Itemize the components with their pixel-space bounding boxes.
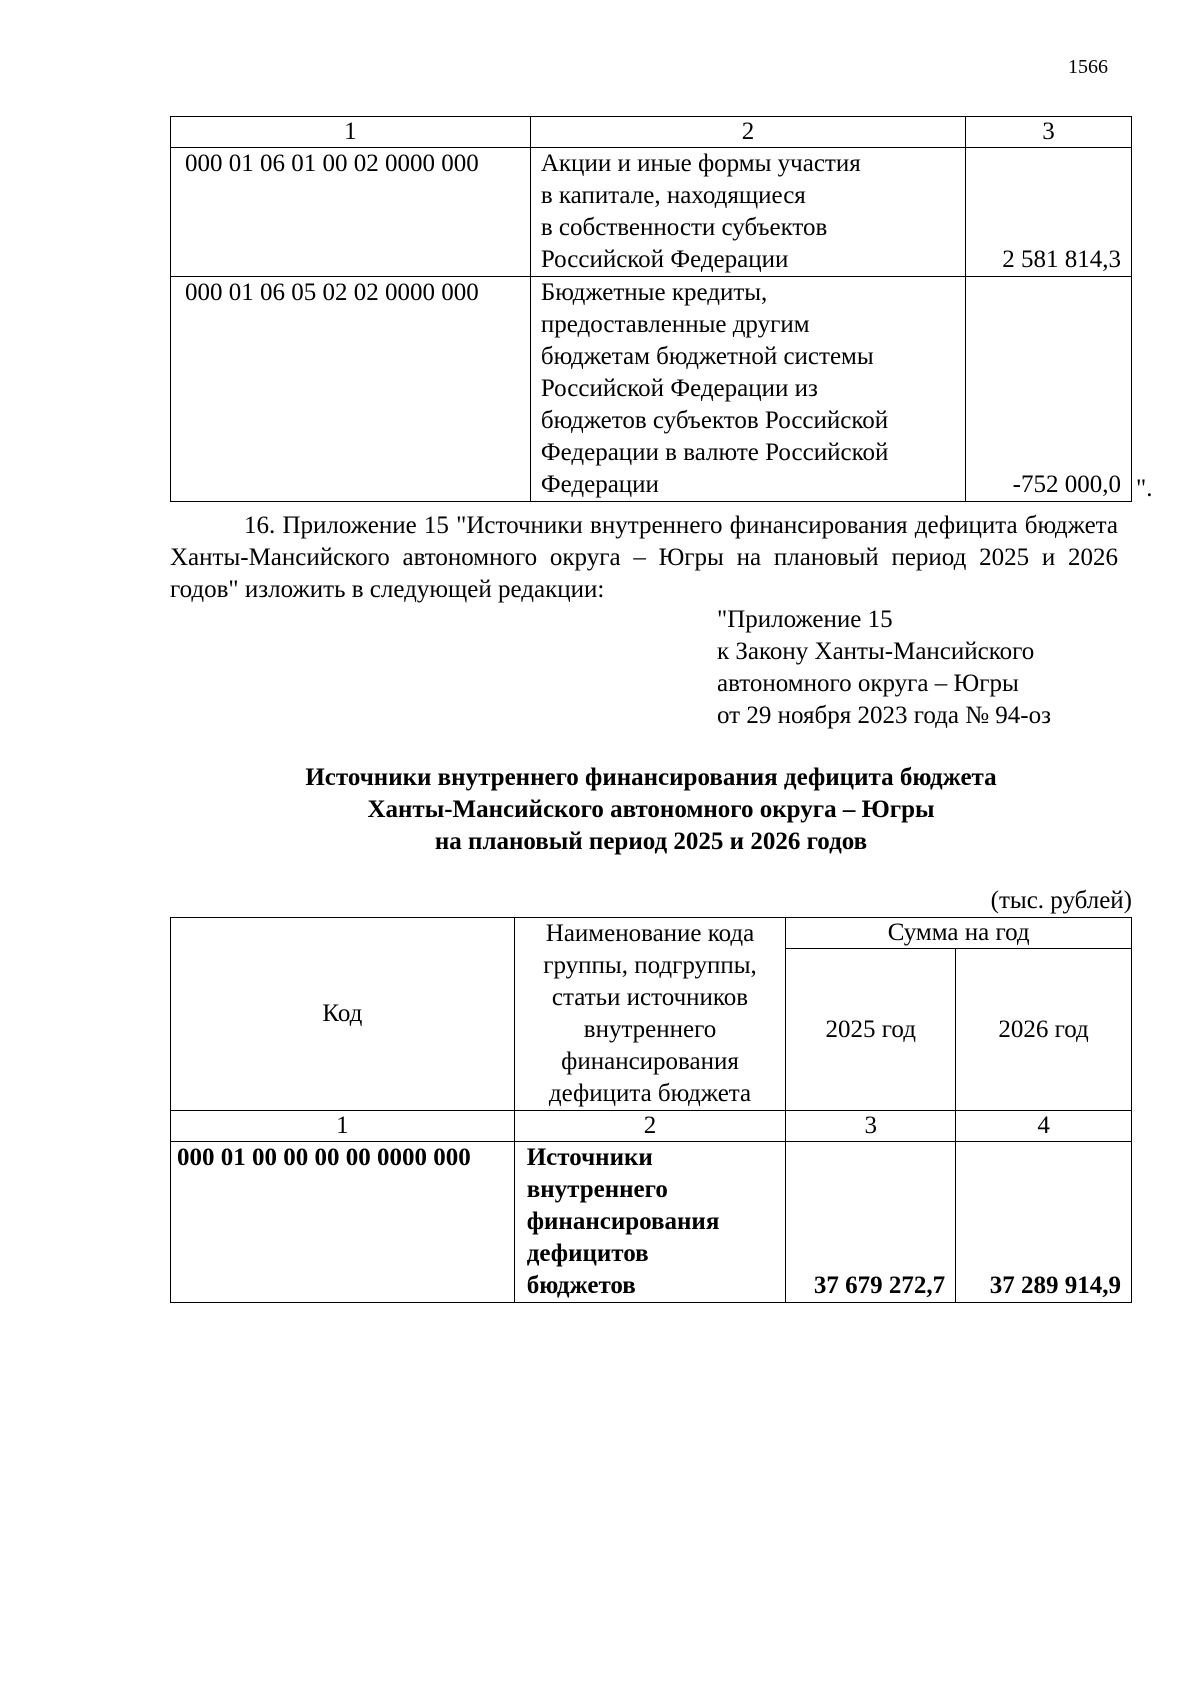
name-cell: [530, 148, 965, 277]
header-name-line: группы, подгруппы,: [543, 952, 757, 979]
column-number: 2: [530, 117, 965, 148]
header-name-line: дефицита бюджета: [548, 1080, 752, 1107]
appendix-line: "Приложение 15: [717, 606, 893, 633]
unit-label: (тыс. рублей): [990, 887, 1132, 914]
code-cell: 000 01 06 01 00 02 0000 000: [171, 148, 531, 277]
column-number: 1: [171, 117, 531, 148]
paragraph-text: 16. Приложение 15 "Источники внутреннего финансирования дефицита бюджета Ханты-Мансийского автономного округа – Югры на плановый период 2025 и 2026 годов" изложить в следующей редакции:: [170, 512, 1118, 603]
column-number-row: [171, 1111, 1132, 1142]
code-cell: 000 01 06 05 02 02 0000 000: [171, 277, 531, 502]
amount-cell: -752 000,0: [966, 277, 1132, 502]
column-number: 4: [956, 1111, 1132, 1142]
code-cell: 000 01 00 00 00 00 0000 000: [171, 1142, 515, 1303]
amendment-paragraph: [170, 510, 1118, 606]
column-number: 3: [966, 117, 1132, 148]
name-line: предоставленные другим: [540, 311, 810, 338]
name-line: бюджетов: [526, 1272, 636, 1299]
header-year-2025: 2025 год: [786, 949, 956, 1111]
name-line: дефицитов: [526, 1240, 649, 1267]
amount-cell: 2 581 814,3: [966, 148, 1132, 277]
table-row: [171, 277, 1132, 502]
header-row: [171, 918, 1132, 949]
table-row: [171, 148, 1132, 277]
name-line: Российской Федерации из: [540, 375, 818, 402]
name-cell: [530, 277, 965, 502]
appendix-line: от 29 ноября 2023 года № 94-оз: [717, 702, 1051, 729]
name-line: бюджетам бюджетной системы: [540, 343, 874, 370]
name-line: внутреннего: [526, 1176, 668, 1203]
page-number: 1566: [1068, 56, 1108, 78]
sources-table-continuation: [170, 116, 1132, 502]
amount-2026-cell: 37 289 914,9: [956, 1142, 1132, 1303]
appendix-reference: [717, 604, 1051, 732]
header-name-line: статьи источников: [551, 984, 749, 1011]
name-cell: [514, 1142, 786, 1303]
column-number: 1: [171, 1111, 515, 1142]
name-line: Источники: [526, 1144, 653, 1171]
name-line: Бюджетные кредиты,: [540, 279, 768, 306]
appendix-line: к Закону Ханты-Мансийского: [717, 638, 1035, 665]
column-number-row: [171, 117, 1132, 148]
name-line: Федерации в валюте Российской: [540, 439, 889, 466]
title-line: Ханты-Мансийского автономного округа – Югры: [367, 796, 935, 823]
name-line: финансирования: [526, 1208, 720, 1235]
name-line: Российской Федерации: [540, 246, 789, 273]
name-line: Федерации: [540, 471, 659, 498]
title-line: Источники внутреннего финансирования дефицита бюджета: [305, 764, 997, 791]
name-line: бюджетов субъектов Российской: [540, 407, 889, 434]
column-number: 2: [514, 1111, 786, 1142]
header-name: [514, 918, 786, 1111]
header-name-line: Наименование кода: [545, 920, 755, 947]
header-code: Код: [171, 918, 515, 1111]
amount-2025-cell: 37 679 272,7: [786, 1142, 956, 1303]
header-name-line: финансирования: [561, 1048, 739, 1075]
document-title: [170, 762, 1132, 858]
name-line: в капитале, находящиеся: [540, 182, 806, 209]
header-year-2026: 2026 год: [956, 949, 1132, 1111]
table-row: [171, 1142, 1132, 1303]
column-number: 3: [786, 1111, 956, 1142]
closing-quote: ".: [1136, 475, 1153, 502]
name-line: Акции и иные формы участия: [540, 150, 861, 177]
name-line: в собственности субъектов: [540, 214, 828, 241]
appendix-line: автономного округа – Югры: [717, 670, 1019, 697]
title-line: на плановый период 2025 и 2026 годов: [434, 828, 868, 855]
header-sum: Сумма на год: [786, 918, 1132, 949]
sources-table: [170, 917, 1132, 1303]
header-name-line: внутреннего: [583, 1016, 717, 1043]
